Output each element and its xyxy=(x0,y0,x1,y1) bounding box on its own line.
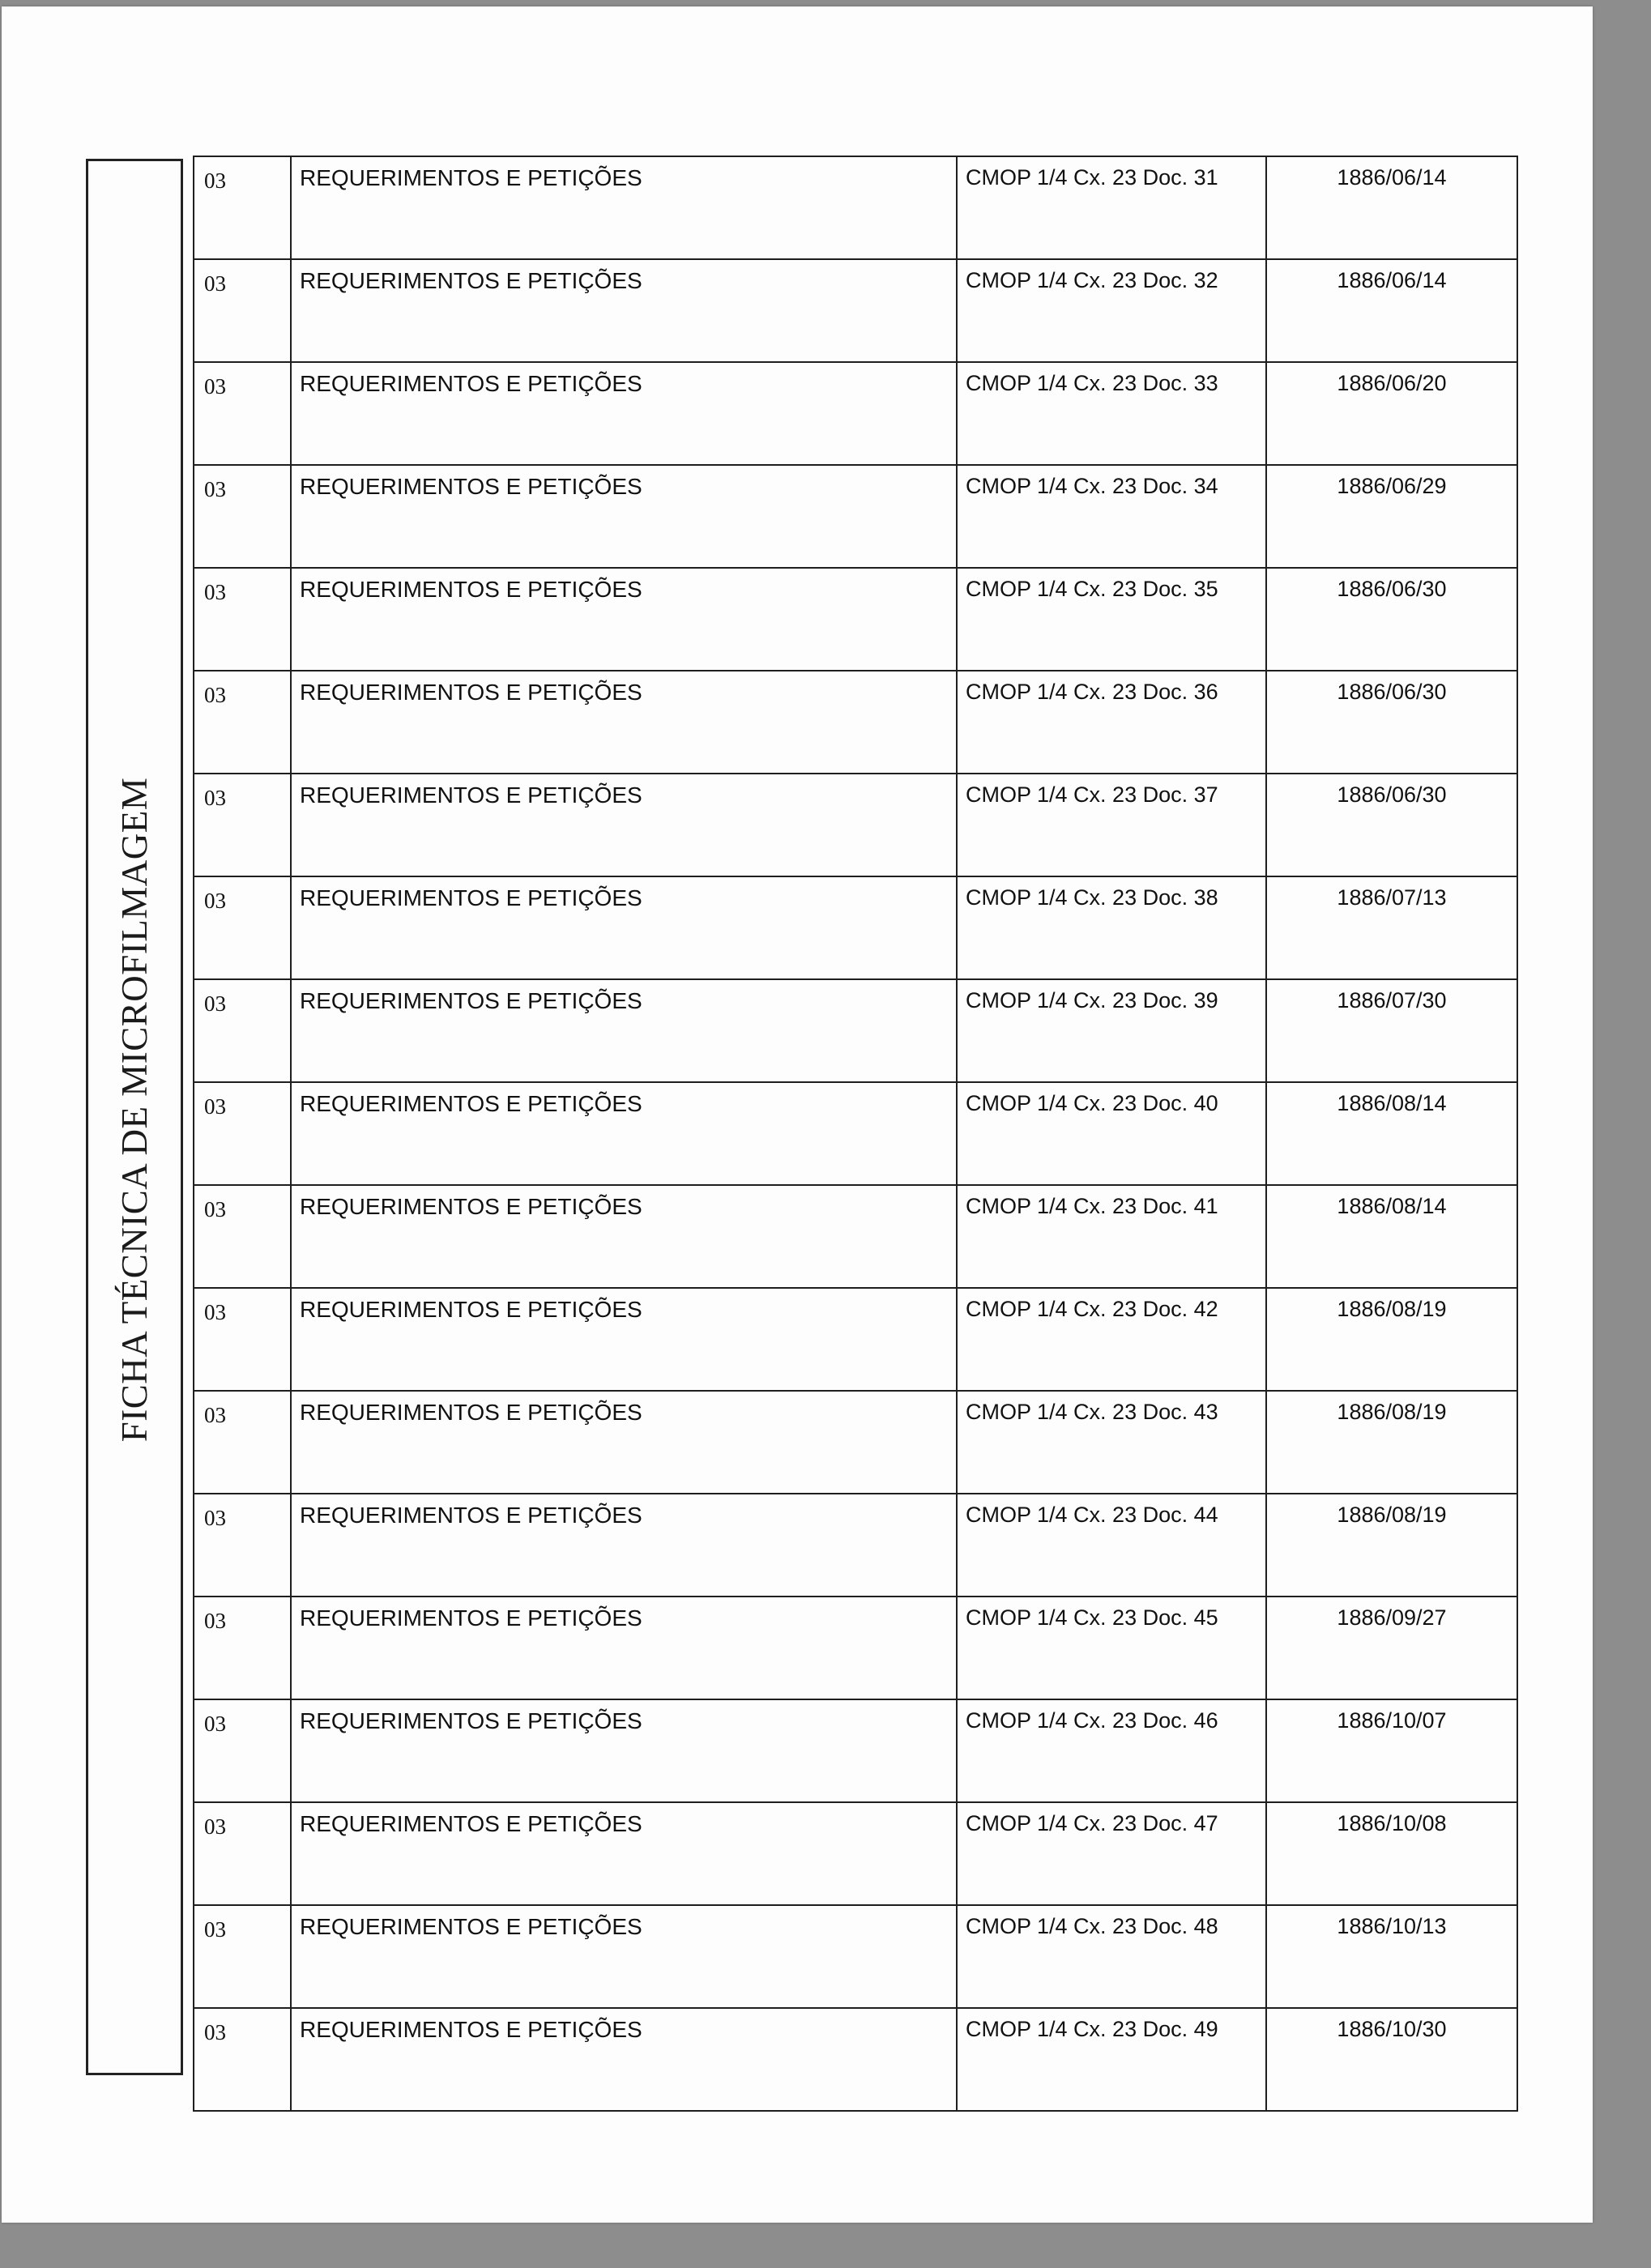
record-number: 03 xyxy=(194,156,291,259)
record-title: REQUERIMENTOS E PETIÇÕES xyxy=(291,1597,957,1699)
record-reference: CMOP 1/4 Cx. 23 Doc. 43 xyxy=(957,1391,1266,1494)
record-number: 03 xyxy=(194,1597,291,1699)
record-reference: CMOP 1/4 Cx. 23 Doc. 33 xyxy=(957,362,1266,465)
record-reference: CMOP 1/4 Cx. 23 Doc. 41 xyxy=(957,1185,1266,1288)
record-date: 1886/09/27 xyxy=(1266,1597,1517,1699)
table-row xyxy=(194,568,1517,671)
table-row xyxy=(194,979,1517,1082)
record-title: REQUERIMENTOS E PETIÇÕES xyxy=(291,1391,957,1494)
record-date: 1886/10/30 xyxy=(1266,2008,1517,2111)
record-number: 03 xyxy=(194,979,291,1082)
record-number: 03 xyxy=(194,1082,291,1185)
record-title: REQUERIMENTOS E PETIÇÕES xyxy=(291,1802,957,1905)
record-date: 1886/10/08 xyxy=(1266,1802,1517,1905)
record-number: 03 xyxy=(194,362,291,465)
record-number: 03 xyxy=(194,1185,291,1288)
record-number: 03 xyxy=(194,2008,291,2111)
record-reference: CMOP 1/4 Cx. 23 Doc. 46 xyxy=(957,1699,1266,1802)
record-reference: CMOP 1/4 Cx. 23 Doc. 48 xyxy=(957,1905,1266,2008)
record-number: 03 xyxy=(194,1391,291,1494)
record-title: REQUERIMENTOS E PETIÇÕES xyxy=(291,568,957,671)
record-date: 1886/06/30 xyxy=(1266,671,1517,774)
record-reference: CMOP 1/4 Cx. 23 Doc. 40 xyxy=(957,1082,1266,1185)
record-date: 1886/06/14 xyxy=(1266,259,1517,362)
record-title: REQUERIMENTOS E PETIÇÕES xyxy=(291,1288,957,1391)
record-title: REQUERIMENTOS E PETIÇÕES xyxy=(291,259,957,362)
record-title: REQUERIMENTOS E PETIÇÕES xyxy=(291,1185,957,1288)
table-row xyxy=(194,1185,1517,1288)
record-date: 1886/10/07 xyxy=(1266,1699,1517,1802)
record-number: 03 xyxy=(194,1494,291,1597)
record-title: REQUERIMENTOS E PETIÇÕES xyxy=(291,1905,957,2008)
record-reference: CMOP 1/4 Cx. 23 Doc. 42 xyxy=(957,1288,1266,1391)
record-date: 1886/06/14 xyxy=(1266,156,1517,259)
record-title: REQUERIMENTOS E PETIÇÕES xyxy=(291,671,957,774)
record-number: 03 xyxy=(194,1288,291,1391)
table-row xyxy=(194,1597,1517,1699)
record-number: 03 xyxy=(194,1802,291,1905)
record-number: 03 xyxy=(194,876,291,979)
side-label: FICHA TÉCNICA DE MICROFILMAGEM xyxy=(114,777,155,1443)
record-reference: CMOP 1/4 Cx. 23 Doc. 39 xyxy=(957,979,1266,1082)
table-row xyxy=(194,1699,1517,1802)
table-row xyxy=(194,1905,1517,2008)
record-reference: CMOP 1/4 Cx. 23 Doc. 31 xyxy=(957,156,1266,259)
record-date: 1886/07/13 xyxy=(1266,876,1517,979)
table-row xyxy=(194,1494,1517,1597)
table-row xyxy=(194,1802,1517,1905)
table-row xyxy=(194,774,1517,876)
record-reference: CMOP 1/4 Cx. 23 Doc. 36 xyxy=(957,671,1266,774)
record-title: REQUERIMENTOS E PETIÇÕES xyxy=(291,1699,957,1802)
record-date: 1886/06/30 xyxy=(1266,774,1517,876)
record-reference: CMOP 1/4 Cx. 23 Doc. 49 xyxy=(957,2008,1266,2111)
table-row xyxy=(194,259,1517,362)
table-row xyxy=(194,1288,1517,1391)
table-row xyxy=(194,362,1517,465)
record-number: 03 xyxy=(194,774,291,876)
record-reference: CMOP 1/4 Cx. 23 Doc. 38 xyxy=(957,876,1266,979)
table-row xyxy=(194,1391,1517,1494)
record-title: REQUERIMENTOS E PETIÇÕES xyxy=(291,465,957,568)
record-date: 1886/07/30 xyxy=(1266,979,1517,1082)
record-number: 03 xyxy=(194,568,291,671)
record-date: 1886/06/29 xyxy=(1266,465,1517,568)
record-date: 1886/08/14 xyxy=(1266,1082,1517,1185)
record-date: 1886/06/20 xyxy=(1266,362,1517,465)
record-date: 1886/08/19 xyxy=(1266,1391,1517,1494)
record-reference: CMOP 1/4 Cx. 23 Doc. 35 xyxy=(957,568,1266,671)
record-reference: CMOP 1/4 Cx. 23 Doc. 34 xyxy=(957,465,1266,568)
record-reference: CMOP 1/4 Cx. 23 Doc. 44 xyxy=(957,1494,1266,1597)
table-row xyxy=(194,876,1517,979)
record-title: REQUERIMENTOS E PETIÇÕES xyxy=(291,2008,957,2111)
record-number: 03 xyxy=(194,1699,291,1802)
record-number: 03 xyxy=(194,259,291,362)
record-title: REQUERIMENTOS E PETIÇÕES xyxy=(291,774,957,876)
record-title: REQUERIMENTOS E PETIÇÕES xyxy=(291,979,957,1082)
record-title: REQUERIMENTOS E PETIÇÕES xyxy=(291,876,957,979)
record-title: REQUERIMENTOS E PETIÇÕES xyxy=(291,1082,957,1185)
record-title: REQUERIMENTOS E PETIÇÕES xyxy=(291,1494,957,1597)
record-date: 1886/08/19 xyxy=(1266,1288,1517,1391)
table-row xyxy=(194,671,1517,774)
scanned-page xyxy=(2,6,1593,2223)
record-number: 03 xyxy=(194,465,291,568)
table-row xyxy=(194,2008,1517,2111)
table-row xyxy=(194,1082,1517,1185)
record-date: 1886/10/13 xyxy=(1266,1905,1517,2008)
record-reference: CMOP 1/4 Cx. 23 Doc. 32 xyxy=(957,259,1266,362)
record-reference: CMOP 1/4 Cx. 23 Doc. 37 xyxy=(957,774,1266,876)
record-title: REQUERIMENTOS E PETIÇÕES xyxy=(291,156,957,259)
records-table xyxy=(193,156,1518,2112)
record-title: REQUERIMENTOS E PETIÇÕES xyxy=(291,362,957,465)
record-number: 03 xyxy=(194,1905,291,2008)
records-table-body xyxy=(194,156,1517,2111)
table-row xyxy=(194,156,1517,259)
table-row xyxy=(194,465,1517,568)
record-date: 1886/08/19 xyxy=(1266,1494,1517,1597)
record-reference: CMOP 1/4 Cx. 23 Doc. 47 xyxy=(957,1802,1266,1905)
record-number: 03 xyxy=(194,671,291,774)
record-date: 1886/08/14 xyxy=(1266,1185,1517,1288)
record-date: 1886/06/30 xyxy=(1266,568,1517,671)
record-reference: CMOP 1/4 Cx. 23 Doc. 45 xyxy=(957,1597,1266,1699)
